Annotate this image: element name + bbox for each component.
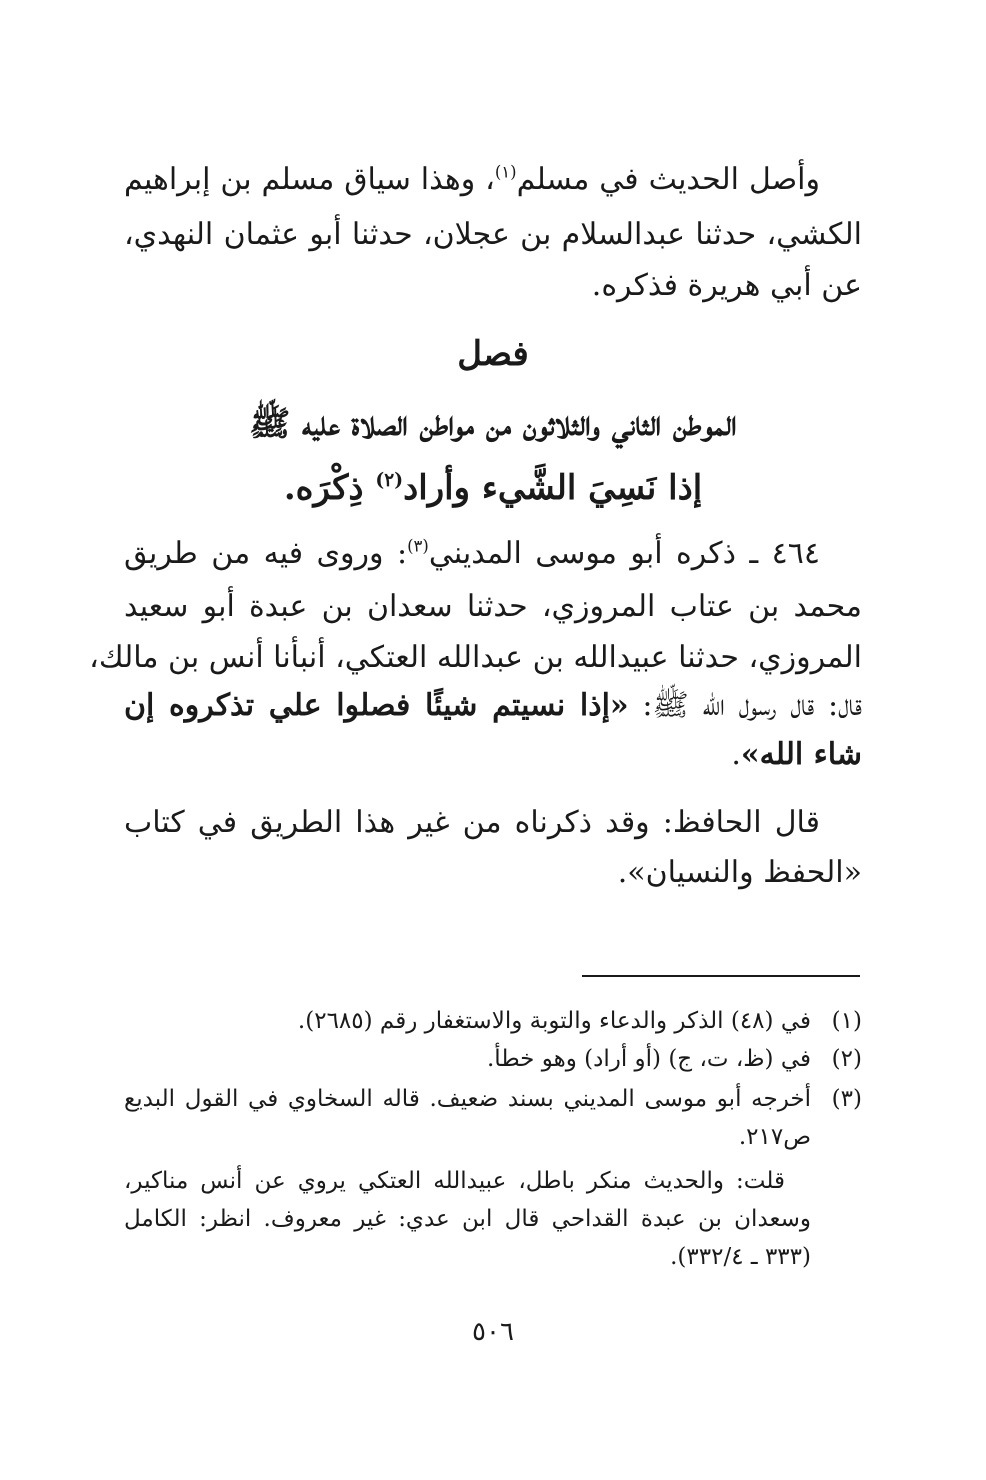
body-text: قال: قال رسول الله ﷺ: — [628, 688, 862, 723]
hadith-quote: شاء الله» — [740, 737, 862, 772]
page-number: ٥٠٦ — [472, 1317, 514, 1347]
body-text: : وروى فيه من طريق — [124, 536, 408, 571]
footnote-marker: (١) — [831, 1008, 862, 1034]
footnote-line: في (٤٨) الذكر والدعاء والتوبة والاستغفار رقم (٢٦٨٥). — [297, 1008, 811, 1034]
body-line: الكشي، حدثنا عبدالسلام بن عجلان، حدثنا أبو عثمان النهدي، — [124, 217, 862, 252]
body-line — [124, 534, 862, 574]
body-text: . — [731, 737, 741, 772]
body-line: المروزي، حدثنا عبيدالله بن عبدالله العتكي، أنبأنا أنس بن مالك، — [89, 640, 862, 675]
body-line — [124, 160, 862, 200]
footnote-line: (٣٣٣ ـ ٣٣٢/٤). — [670, 1244, 811, 1270]
body-line — [124, 803, 862, 843]
footnote-separator — [582, 975, 860, 977]
body-line: عن أبي هريرة فذكره. — [591, 268, 862, 303]
chapter-title-text: ذِكْرَه. — [283, 468, 376, 508]
footnote-line: في (ظ، ت، ج) (أو أراد) وهو خطأ. — [487, 1046, 811, 1072]
footnote-line: أخرجه أبو موسى المديني بسند ضعيف. قاله السخاوي في القول البديع — [124, 1086, 811, 1112]
footnote-text: قلت: والحديث منكر باطل، عبيدالله العتكي يروي عن أنس مناكير، — [124, 1168, 785, 1194]
body-line — [124, 735, 862, 775]
body-text: قال الحافظ: وقد ذكرناه من غير هذا الطريق في كتاب — [124, 805, 820, 840]
footnote-ref: (١) — [494, 162, 517, 182]
footnote-marker: (٢) — [831, 1046, 862, 1072]
chapter-title-text: إذا نَسِيَ الشَّيء وأراد — [403, 468, 703, 508]
footnote-line: ص٢١٧. — [738, 1124, 811, 1150]
section-heading: فصل — [457, 334, 529, 374]
body-text: وأصل الحديث في مسلم — [516, 162, 820, 197]
body-text: ٤٦٤ ـ ذكره أبو موسى المديني — [428, 536, 820, 571]
hadith-quote: «إذا نسيتم شيئًا فصلوا علي تذكروه إن — [124, 688, 629, 723]
body-text: ، وهذا سياق مسلم بن إبراهيم — [124, 162, 495, 197]
footnote-ref: (٣) — [407, 536, 429, 556]
body-line — [124, 686, 862, 726]
body-line: محمد بن عتاب المروزي، حدثنا سعدان بن عبدة أبو سعيد — [124, 589, 862, 624]
body-line: «الحفظ والنسيان». — [617, 855, 862, 890]
footnote-marker: (٣) — [831, 1086, 862, 1112]
chapter-title-line: الموطن الثاني والثلاثون من مواطن الصلاة عليه ﷺ — [249, 404, 737, 444]
chapter-title-line — [124, 464, 862, 512]
footnote-line — [124, 1165, 811, 1197]
footnote-line: وسعدان بن عبدة القداحي قال ابن عدي: غير معروف. انظر: الكامل — [124, 1206, 811, 1232]
footnote-ref: (٢) — [375, 468, 404, 491]
